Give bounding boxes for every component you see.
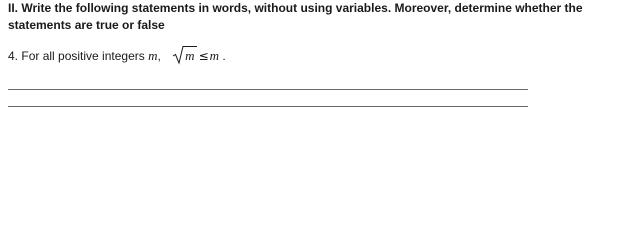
leq-symbol: ≤: [198, 49, 209, 63]
answer-line-2[interactable]: [8, 106, 528, 107]
question-text: For all positive integers: [21, 49, 145, 63]
question-4: [8, 47, 226, 65]
square-root: [172, 47, 195, 65]
variable-m: m: [148, 48, 158, 63]
section-heading: II. Write the following statements in words, without using variables. Moreover, determine whether the statements are true or false: [8, 1, 583, 32]
radical-sign-icon: [172, 45, 198, 65]
question-number: 4.: [8, 49, 19, 63]
comma: ,: [157, 49, 161, 63]
period: .: [222, 49, 226, 63]
radicand: m: [185, 48, 195, 63]
answer-line-1[interactable]: [8, 89, 528, 90]
rhs-variable: m: [209, 48, 220, 63]
